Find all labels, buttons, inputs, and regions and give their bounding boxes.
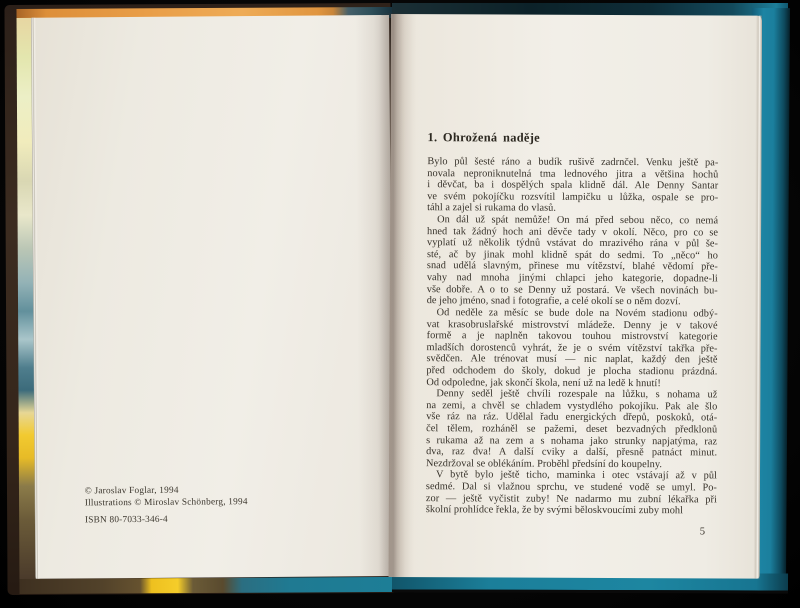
body-text xyxy=(426,156,719,517)
text-line: ve svém pokojíčku rozsvítil lampičku u lůžka, ospale se pro- xyxy=(427,190,719,204)
text-line: sté, ač by jinak mohl klidně spát do sedmi. To „něco“ ho xyxy=(426,249,718,262)
text-line: před odchodem do školy, dokud je plocha stadionu prázdná. xyxy=(426,365,718,378)
text-line: de jeho jméno, snad i fotografie, a celé okolí se o něm dozví. xyxy=(426,295,681,308)
text-line: zor — ještě vyčistit zuby! Ne nadarmo mu zubní lékařka při xyxy=(425,492,717,506)
page-number: 5 xyxy=(699,526,706,538)
isbn-line: ISBN 80-7033-346-4 xyxy=(84,514,168,526)
text-line: na zemi, a chvěl se chladem vystydlého pokojíku. Pak ale šlo xyxy=(426,399,718,413)
right-page xyxy=(389,14,762,579)
text-line: čel tělem, rozháněl se pažemi, deset bezvadných předklonů xyxy=(426,423,718,436)
chapter-title: 1. Ohrožená naděje xyxy=(427,130,540,145)
text-line: školní prohlídce řekla, že by svými běloskvoucími zuby mohl xyxy=(425,504,684,517)
text-line: vat krasobruslařské mistrovství mládeže. Denny je v takové xyxy=(426,318,718,331)
text-line: Denny seděl ještě chvíli rozespale na lůžku, s nohama už xyxy=(436,388,718,401)
text-line: V bytě bylo ještě ticho, maminka i otec vstávají až v půl xyxy=(435,469,718,482)
text-line: dva, raz dva! A další cviky a další, přesně patnáct minut. xyxy=(426,446,718,459)
text-line: novala neproniknutelná tma lednového jitra a většina hochů xyxy=(427,167,719,181)
text-line: táhl a zajel si rukama do vlasů. xyxy=(427,202,557,215)
left-page xyxy=(31,15,393,579)
text-line: Od neděle za měsíc se bude dole na Novém stadionu odbý- xyxy=(436,307,718,320)
text-line: sedmé. Dal si vlažnou sprchu, ve studené vodě se umyl. Po- xyxy=(425,481,717,494)
text-line: Od odpoledne, jak skončí škola, není už na ledě k hnutí! xyxy=(426,376,661,389)
copyright-block xyxy=(85,483,365,526)
copyright-line-illustrations: Illustrations © Miroslav Schönberg, 1994 xyxy=(84,497,248,509)
text-line: vahy nad mnoha jinými chlapci jeho kategorie, dopadne-li xyxy=(426,272,718,285)
text-line: Nezdržoval se oblékáním. Proběhl předsíní do koupelny. xyxy=(426,458,663,471)
cover-strip-bottom xyxy=(19,577,396,594)
text-line: formě a je naplněn takovou touhou mistrovství kategorie xyxy=(426,330,718,343)
copyright-line-author: © Jaroslav Foglar, 1994 xyxy=(84,485,179,497)
text-line: vše dobře. A o to se Denny už postará. Ve všech novinách bu- xyxy=(426,283,718,297)
text-line: vše ráz na ráz. Udělal řadu energických dřepů, poskoků, otá- xyxy=(426,411,718,424)
text-line: s rukama až na zem a s nohama jako strunky napjatýma, raz xyxy=(426,434,718,448)
text-line: mladších dorostenců vyhrát, že je o svém vítězství takřka pře- xyxy=(426,341,718,355)
text-line: On dál už spát nemůže! On má před sebou něco, co nemá xyxy=(437,214,719,227)
text-line: vyplatí už několik týdnů vstávat do mrazivého rána v půl še- xyxy=(426,237,719,250)
text-line: svědčen. Ale trénovat musí — nic naplat, každý den ještě xyxy=(426,353,718,366)
text-line: i děvčat, ba i dospělých spala klidně dál. Ale Denny Santar xyxy=(427,179,719,192)
text-line: Bylo půl šesté ráno a budík rušivě zadrnčel. Venku ještě pa- xyxy=(427,156,719,169)
text-line: hned tak žádný hoch ani děvče tady v okolí. Něco, pro co se xyxy=(427,225,719,239)
text-line: snad udělá slavným, přinese mu vítězství, blahé vědomí pře- xyxy=(426,260,718,273)
